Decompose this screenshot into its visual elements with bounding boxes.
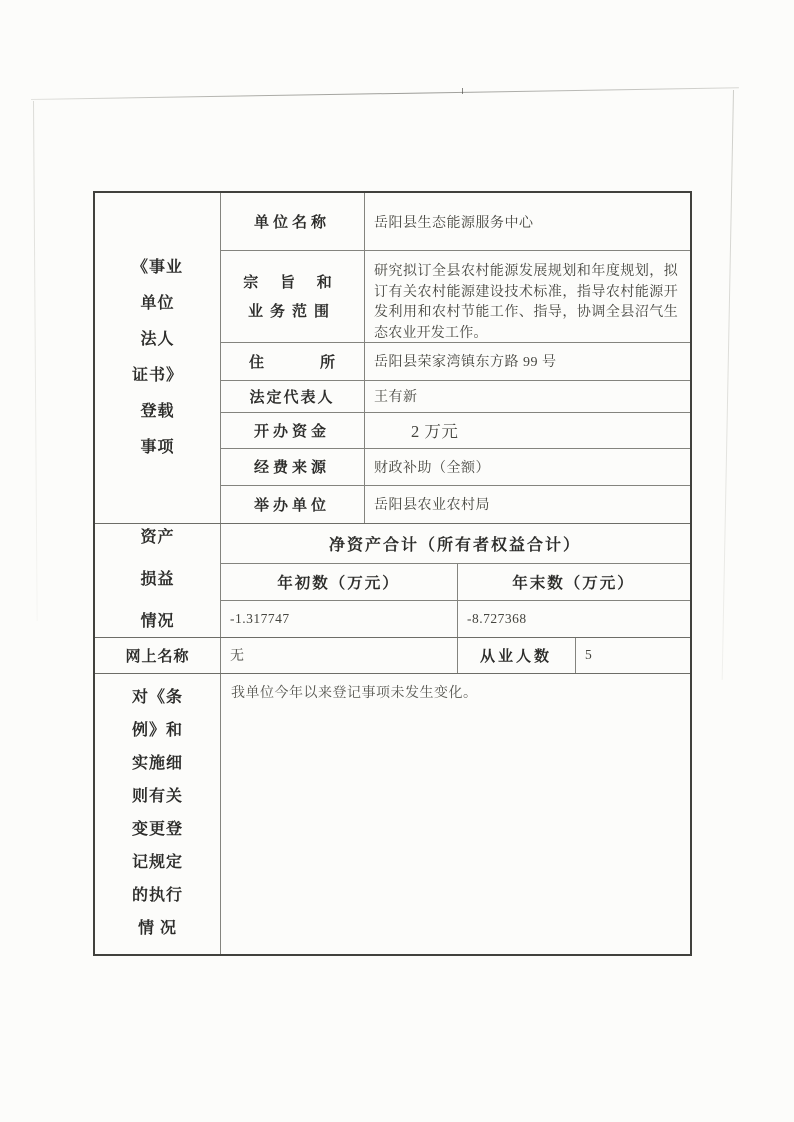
unit-name-label: 单位名称 [253,215,330,231]
paper-left-edge-line [33,101,38,621]
header-line: 例》和 [131,722,183,739]
assets-section-header [95,523,220,637]
year-begin-header: 年初数（万元） [277,574,400,592]
net-assets-total-label: 净资产合计（所有者权益合计） [328,536,581,554]
organizer-label: 举办单位 [253,497,330,514]
paper-right-edge-line [722,90,734,680]
unit-name-value: 岳阳县生态能源服务中心 [374,215,534,231]
header-line: 法人 [140,331,175,348]
purpose-value: 研究拟订全县农村能源发展规划和年度规划，拟订有关农村能源建设技术标准，指导农村能源开发利用和农村节能工作、指导，协调全县沼气生态农业开发工作。 [374,264,678,341]
header-line: 证书》 [131,367,183,384]
year-begin-value: -1.317747 [230,610,290,626]
purpose-label [220,250,364,342]
address-label [220,342,364,380]
staff-count-value: 5 [585,647,593,662]
purpose-label-line1: 宗 旨 和 [243,275,341,291]
paper-top-edge-line [31,87,739,100]
header-line: 单位 [140,295,175,312]
header-line: 损益 [140,571,175,588]
year-end-value: -8.727368 [467,610,527,626]
year-end-header: 年末数（万元） [512,574,635,592]
scan-speck [462,88,463,94]
organizer-value: 岳阳县农业农村局 [374,498,490,513]
header-line: 实施细 [131,755,183,772]
header-line: 《事业 [131,259,183,276]
header-line: 对《条 [131,689,183,706]
registration-table [93,191,692,956]
address-value: 岳阳县荣家湾镇东方路 99 号 [374,355,557,370]
legal-representative-label: 法定代表人 [249,389,335,406]
header-line: 资产 [140,529,175,546]
address-label-text [249,351,335,372]
funding-source-value: 财政补助（全额） [374,460,490,476]
header-line: 情况 [140,613,175,630]
compliance-statement: 我单位今年以来登记事项未发生变化。 [231,686,478,701]
purpose-label-line2: 业务范围 [247,304,336,320]
address-label-char: 所 [319,354,335,371]
header-line: 事项 [140,439,175,456]
header-line: 变更登 [131,821,183,838]
funding-source-label: 经费来源 [253,460,330,476]
header-line: 记规定 [131,854,183,871]
compliance-section-header [95,673,220,954]
header-line: 的执行 [131,887,183,904]
initial-capital-value: 2 万元 [411,422,459,441]
address-label-char: 住 [249,354,265,371]
online-name-label: 网上名称 [125,648,190,665]
online-name-value: 无 [230,649,245,664]
header-line: 登载 [140,403,175,420]
legal-representative-value: 王有新 [374,390,418,405]
staff-count-label: 从业人数 [479,648,552,665]
header-line: 情 况 [137,920,177,937]
initial-capital-label: 开办资金 [253,423,330,440]
header-line: 则有关 [131,788,183,805]
certificate-section-header [95,193,220,523]
